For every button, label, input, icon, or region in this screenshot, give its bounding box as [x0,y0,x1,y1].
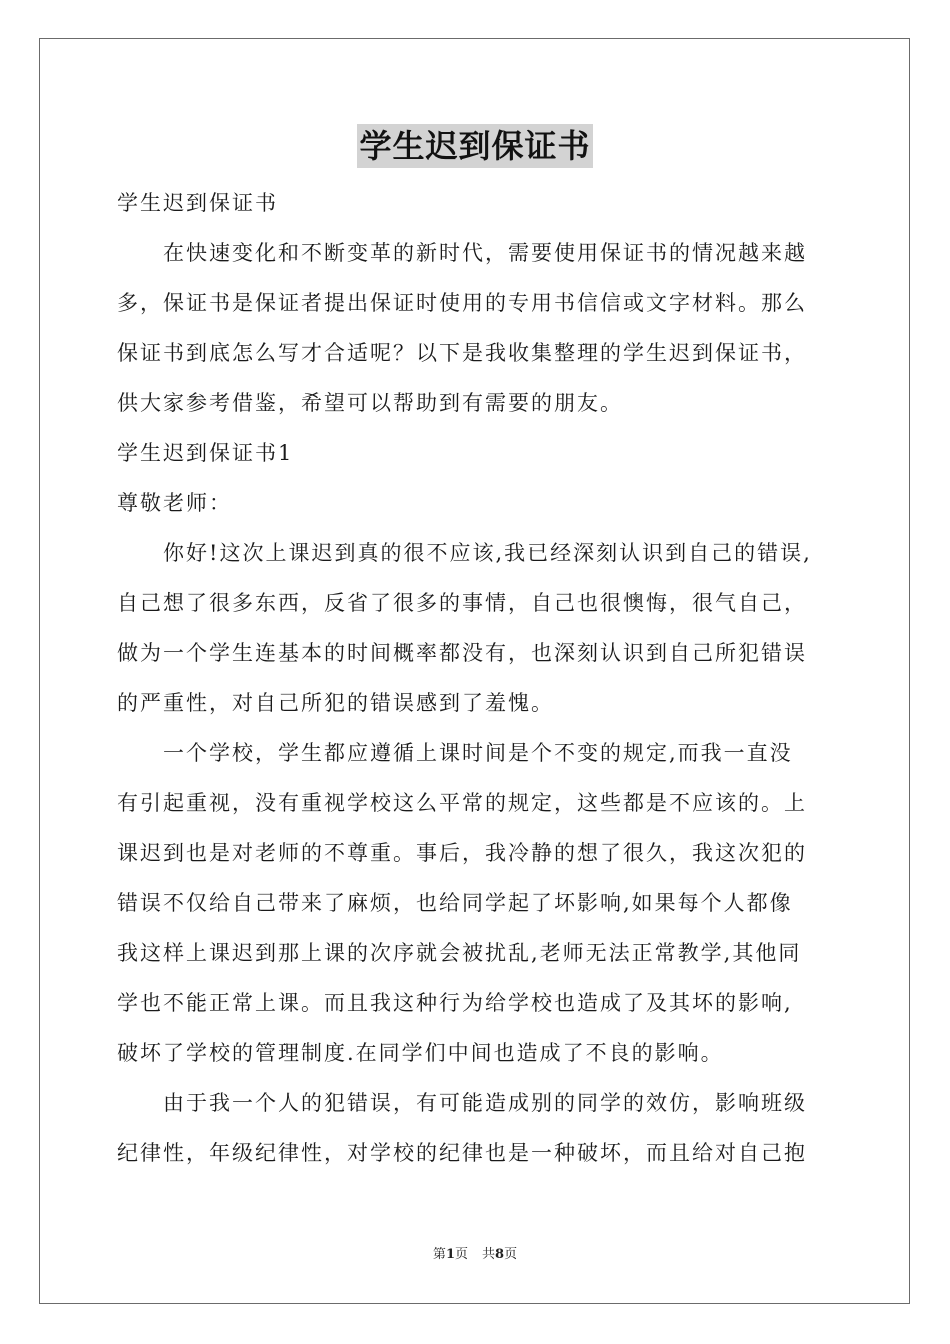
title-container [0,124,950,168]
intro-line: 多，保证书是保证者提出保证时使用的专用书信信或文字材料。那么 [117,291,807,315]
section-heading: 学生迟到保证书1 [117,441,294,465]
letter-paragraph-1 [117,528,839,728]
paragraph-line: 学也不能正常上课。而且我这种行为给学校也造成了及其坏的影响, [117,991,793,1015]
paragraph-line: 的严重性，对自己所犯的错误感到了羞愧。 [117,691,554,715]
paragraph-line: 纪律性，年级纪律性，对学校的纪律也是一种破坏，而且给对自己抱 [117,1141,807,1165]
paragraph-line: 我这样上课迟到那上课的次序就会被扰乱,老师无法正常教学,其他同 [117,941,802,965]
paragraph-line: 课迟到也是对老师的不尊重。事后，我冷静的想了很久，我这次犯的 [117,841,807,865]
paragraph-line: 破坏了学校的管理制度.在同学们中间也造成了不良的影响。 [117,1041,724,1065]
paragraph-line: 自己想了很多东西，反省了很多的事情，自己也很懊悔，很气自己， [117,591,807,615]
total-prefix: 共 [482,1247,496,1262]
paragraph-line: 有引起重视，没有重视学校这么平常的规定，这些都是不应该的。上 [117,791,807,815]
paragraph-line: 你好!这次上课迟到真的很不应该,我已经深刻认识到自己的错误, [163,541,812,565]
paragraph-line: 由于我一个人的犯错误，有可能造成别的同学的效仿，影响班级 [163,1091,807,1115]
paragraph-line: 错误不仅给自己带来了麻烦，也给同学起了坏影响,如果每个人都像 [117,891,793,915]
salutation: 尊敬老师： [117,491,232,515]
page-suffix: 页 [454,1247,468,1262]
document-title: 学生迟到保证书 [357,124,592,168]
page-prefix: 第 [432,1247,446,1262]
document-subtitle: 学生迟到保证书 [117,191,278,215]
letter-paragraph-3 [117,1078,839,1178]
page-footer [0,1246,950,1264]
intro-line: 保证书到底怎么写才合适呢？以下是我收集整理的学生迟到保证书， [117,341,807,365]
paragraph-line: 一个学校，学生都应遵循上课时间是个不变的规定,而我一直没 [163,741,793,765]
total-pages: 8 [495,1247,505,1262]
letter-paragraph-2 [117,728,839,1078]
intro-line: 供大家参考借鉴，希望可以帮助到有需要的朋友。 [117,391,623,415]
document-body [117,178,839,1178]
intro-line: 在快速变化和不断变革的新时代，需要使用保证书的情况越来越 [163,241,807,265]
paragraph-line: 做为一个学生连基本的时间概率都没有，也深刻认识到自己所犯错误 [117,641,807,665]
intro-paragraph [117,228,839,428]
total-suffix: 页 [504,1247,518,1262]
page-number: 1 [445,1247,455,1262]
